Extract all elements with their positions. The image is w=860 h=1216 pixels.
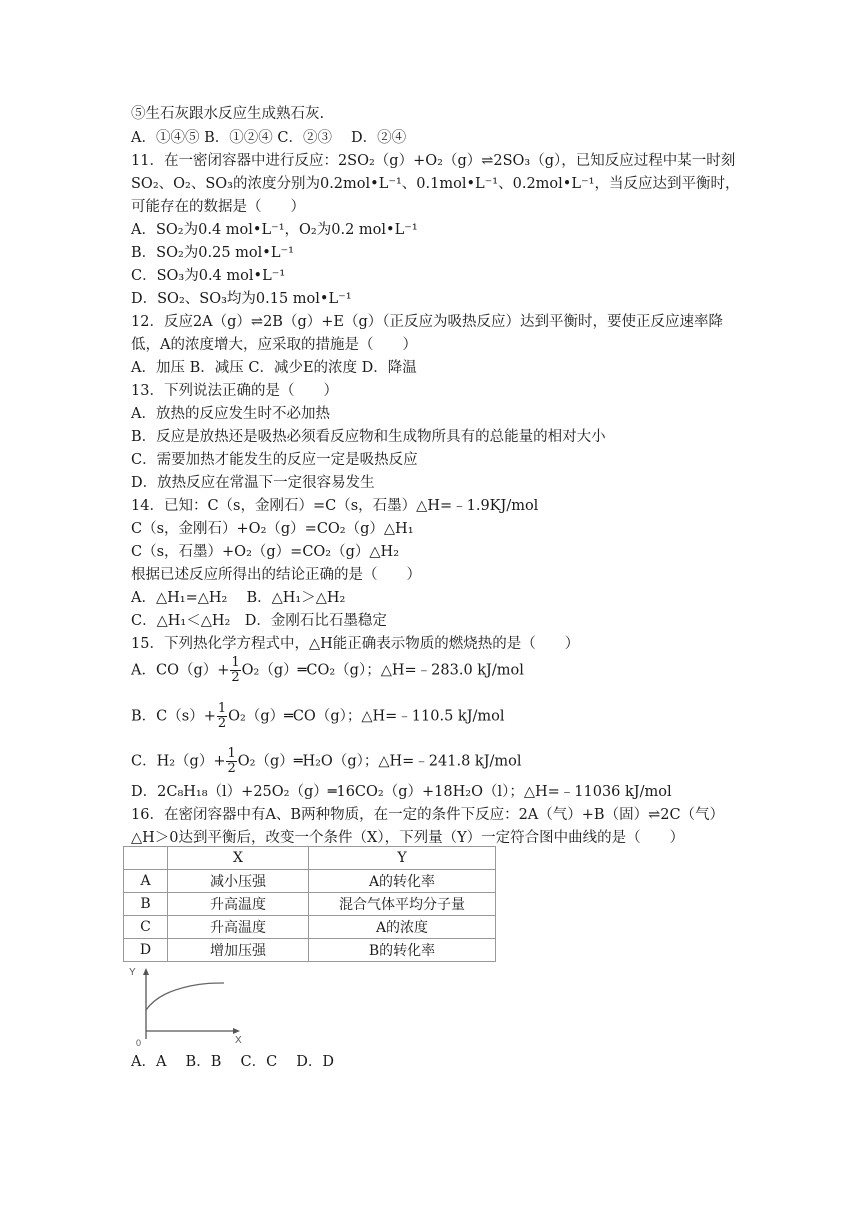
text-line: 低，A的浓度增大，应采取的措施是（ ） bbox=[131, 337, 417, 353]
text-line: 12．反应2A（g）⇌2B（g）+E（g）（正反应为吸热反应）达到平衡时，要使正反应速率降 bbox=[131, 314, 724, 330]
text-line: C．SO₃为0.4 mol•L⁻¹ bbox=[131, 268, 286, 284]
table-cell: A bbox=[124, 870, 168, 893]
table-cell: B的转化率 bbox=[309, 939, 496, 962]
table-cell: 升高温度 bbox=[168, 916, 309, 939]
text-line: B．SO₂为0.25 mol•L⁻¹ bbox=[131, 245, 294, 261]
option-15c: C．H₂（g）+ $\frac{1}{2}$ O₂（g）═H₂O（g）；△H=﹣241.8 kJ/mol bbox=[131, 746, 522, 776]
origin-label: 0 bbox=[136, 1038, 142, 1048]
table-cell: B bbox=[124, 893, 168, 916]
text-line: C（s，金刚石）+O₂（g）=CO₂（g）△H₁ bbox=[131, 521, 414, 537]
table-cell: C bbox=[124, 916, 168, 939]
curve-line bbox=[146, 983, 224, 1010]
table-cell: 增加压强 bbox=[168, 939, 309, 962]
text-line: A．加压 B．减压 C．减少E的浓度 D．降温 bbox=[131, 360, 417, 376]
x-axis-arrow bbox=[233, 1028, 240, 1034]
table-row bbox=[124, 939, 496, 962]
text-line: C．△H₁＜△H₂ D．金刚石比石墨稳定 bbox=[131, 613, 387, 629]
x-axis-label: X bbox=[235, 1035, 242, 1046]
text-line: 可能存在的数据是（ ） bbox=[131, 199, 305, 215]
fraction-half: $\frac{1}{2}$ bbox=[217, 701, 227, 731]
text-line: 13．下列说法正确的是（ ） bbox=[131, 383, 338, 399]
text-line: 16．在密闭容器中有A、B两种物质，在一定的条件下反应：2A（气）+B（固）⇌2C（气） bbox=[131, 807, 725, 823]
table-cell: X bbox=[168, 847, 309, 870]
table-cell: A的浓度 bbox=[309, 916, 496, 939]
condition-table bbox=[123, 846, 496, 962]
option-15a: A．CO（g）+ $\frac{1}{2}$ O₂（g）═CO₂（g）；△H=﹣283.0 kJ/mol bbox=[131, 655, 524, 685]
text-line: A．放热的反应发生时不必加热 bbox=[131, 406, 330, 422]
table-header-row bbox=[124, 847, 496, 870]
text-line: D．2C₈H₁₈（l）+25O₂（g）═16CO₂（g）+18H₂O（l）；△H=﹣11036 kJ/mol bbox=[131, 784, 672, 800]
text-line: D．SO₂、SO₃均为0.15 mol•L⁻¹ bbox=[131, 291, 352, 307]
text-line: A．SO₂为0.4 mol•L⁻¹，O₂为0.2 mol•L⁻¹ bbox=[131, 222, 418, 238]
y-axis-arrow bbox=[143, 968, 149, 975]
text-line: 11．在一密闭容器中进行反应：2SO₂（g）+O₂（g）⇌2SO₃（g），已知反应过程中某一时刻 bbox=[131, 153, 736, 169]
table-cell: 减小压强 bbox=[168, 870, 309, 893]
text-line: 14．已知：C（s，金刚石）=C（s，石墨）△H=﹣1.9KJ/mol bbox=[131, 498, 539, 514]
table-row bbox=[124, 893, 496, 916]
fraction-half: $\frac{1}{2}$ bbox=[231, 655, 240, 685]
text-line: A．△H₁=△H₂ B．△H₁＞△H₂ bbox=[131, 590, 346, 606]
text-line: C．需要加热才能发生的反应一定是吸热反应 bbox=[131, 452, 418, 468]
text-line: △H＞0达到平衡后，改变一个条件（X），下列量（Y）一定符合图中曲线的是（ ） bbox=[131, 830, 685, 846]
y-axis-label: Y bbox=[129, 967, 136, 978]
table-cell: 升高温度 bbox=[168, 893, 309, 916]
table-cell: D bbox=[124, 939, 168, 962]
text-line: C（s，石墨）+O₂（g）=CO₂（g）△H₂ bbox=[131, 544, 400, 560]
text-line: B．反应是放热还是吸热必须看反应物和生成物所具有的总能量的相对大小 bbox=[131, 429, 606, 445]
text-line: A．①④⑤ B．①②④ C．②③ D．②④ bbox=[131, 130, 407, 146]
text-line: SO₂、O₂、SO₃的浓度分别为0.2mol•L⁻¹、0.1mol•L⁻¹、0.2mol•L⁻¹，当反应达到平衡时， bbox=[131, 176, 740, 192]
text-line: 根据已述反应所得出的结论正确的是（ ） bbox=[131, 567, 421, 583]
text-line: ⑤生石灰跟水反应生成熟石灰. bbox=[131, 106, 325, 122]
text-line: D．放热反应在常温下一定很容易发生 bbox=[131, 475, 375, 491]
table-cell: Y bbox=[309, 847, 496, 870]
question-16-options: A．A B．B C．C D．D bbox=[131, 1054, 335, 1070]
table-cell: A的转化率 bbox=[309, 870, 496, 893]
table-cell: 混合气体平均分子量 bbox=[309, 893, 496, 916]
text-line: 15．下列热化学方程式中，△H能正确表示物质的燃烧热的是（ ） bbox=[131, 636, 580, 652]
fraction-half: $\frac{1}{2}$ bbox=[227, 746, 236, 776]
option-15b: B．C（s）+ $\frac{1}{2}$ O₂（g）═CO（g）；△H=﹣110.5 kJ/mol bbox=[131, 701, 505, 731]
table-cell bbox=[124, 847, 168, 870]
table-row bbox=[124, 916, 496, 939]
table-row bbox=[124, 870, 496, 893]
curve-graph bbox=[128, 964, 243, 1048]
